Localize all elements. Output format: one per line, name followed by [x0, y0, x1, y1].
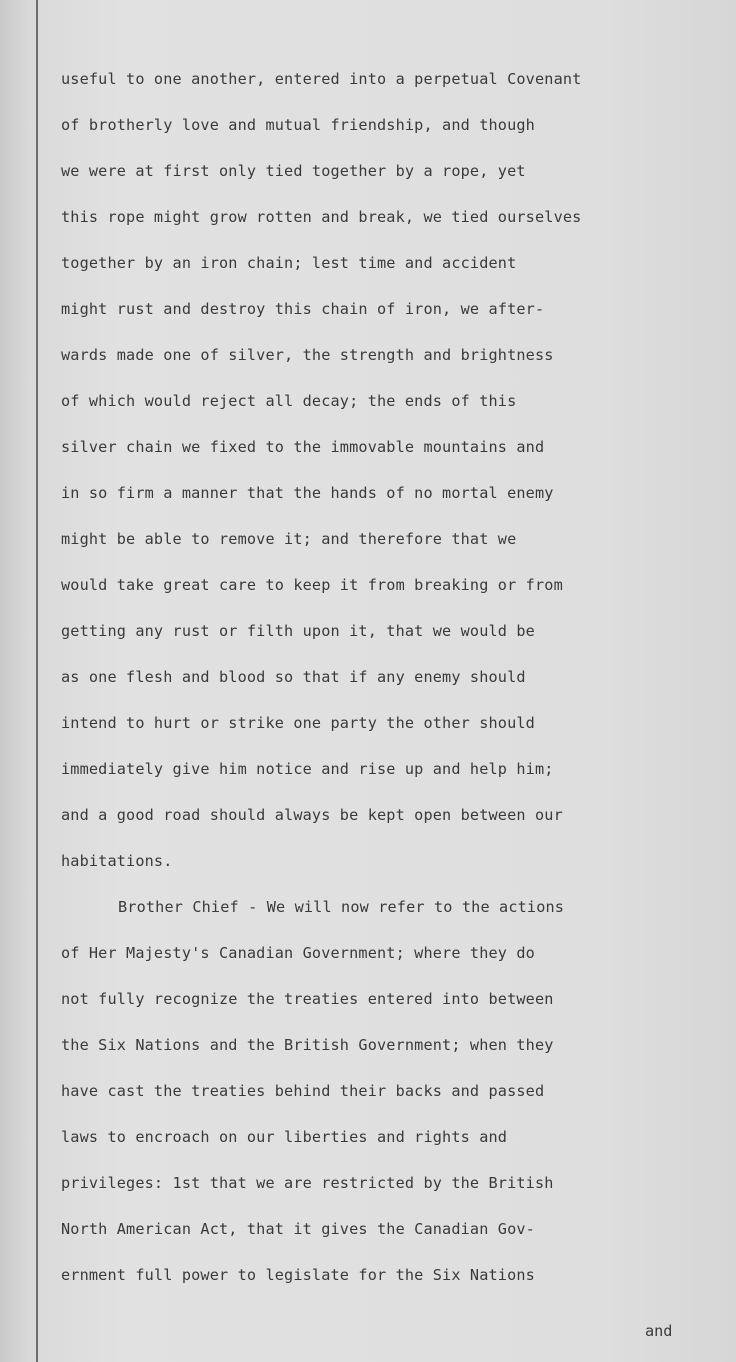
- text-line: we were at first only tied together by a rope, yet: [61, 162, 526, 180]
- text-line: laws to encroach on our liberties and rights and: [61, 1128, 508, 1146]
- text-line: North American Act, that it gives the Canadian Gov-: [61, 1220, 535, 1238]
- text-line: and a good road should always be kept open between our: [61, 806, 563, 824]
- text-line: of brotherly love and mutual friendship, and though: [61, 116, 535, 134]
- text-line: might rust and destroy this chain of iron, we after-: [61, 300, 545, 318]
- text-line: as one flesh and blood so that if any enemy should: [61, 668, 526, 686]
- text-line: of Her Majesty's Canadian Government; where they do: [61, 944, 535, 962]
- catchword: and: [645, 1322, 673, 1340]
- text-line: together by an iron chain; lest time and accident: [61, 254, 517, 272]
- text-line: have cast the treaties behind their backs and passed: [61, 1082, 545, 1100]
- text-line: useful to one another, entered into a perpetual Covenant: [61, 70, 582, 88]
- text-line: immediately give him notice and rise up and help him;: [61, 760, 554, 778]
- text-line: in so firm a manner that the hands of no mortal enemy: [61, 484, 554, 502]
- text-line: habitations.: [61, 852, 173, 870]
- text-line: might be able to remove it; and therefore that we: [61, 530, 517, 548]
- text-line: the Six Nations and the British Government; when they: [61, 1036, 554, 1054]
- text-line: not fully recognize the treaties entered into between: [61, 990, 554, 1008]
- text-line: wards made one of silver, the strength and brightness: [61, 346, 554, 364]
- text-line: of which would reject all decay; the ends of this: [61, 392, 517, 410]
- text-line: privileges: 1st that we are restricted by the British: [61, 1174, 554, 1192]
- margin-rule: [36, 0, 38, 1362]
- text-line: intend to hurt or strike one party the other should: [61, 714, 535, 732]
- text-line: getting any rust or filth upon it, that we would be: [61, 622, 535, 640]
- text-line: would take great care to keep it from breaking or from: [61, 576, 563, 594]
- text-line: this rope might grow rotten and break, we tied ourselves: [61, 208, 582, 226]
- text-line: ernment full power to legislate for the Six Nations: [61, 1266, 535, 1284]
- paragraph-start-line: Brother Chief - We will now refer to the actions: [118, 898, 565, 916]
- body-text: [61, 62, 731, 1304]
- text-line: silver chain we fixed to the immovable mountains and: [61, 438, 545, 456]
